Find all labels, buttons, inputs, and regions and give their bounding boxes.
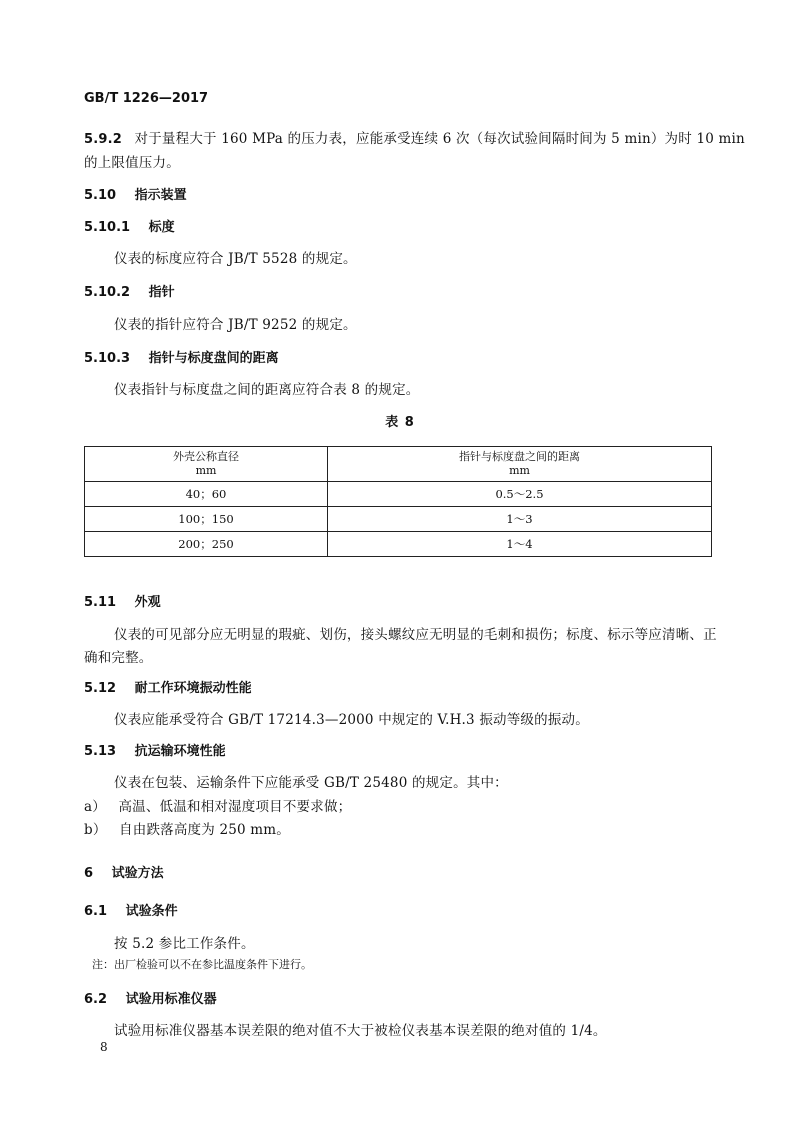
- clause-6-1-text: 按 5.2 参比工作条件。: [114, 936, 255, 952]
- table-8: [84, 446, 712, 557]
- clause-title: 标度: [148, 220, 175, 235]
- list-item: [84, 795, 351, 815]
- clause-number: 6.1: [84, 904, 108, 919]
- clause-title: 试验方法: [111, 866, 164, 881]
- clause-number: 5.12: [84, 681, 117, 696]
- table-row: [85, 532, 712, 557]
- table-cell: 1～3: [328, 507, 712, 532]
- clause-number: 5.10: [84, 188, 117, 203]
- clause-number: 5.10.2: [84, 285, 131, 300]
- clause-5-10-2-text: 仪表的指针应符合 JB/T 9252 的规定。: [114, 317, 357, 333]
- clause-text: 对于量程大于 160 MPa 的压力表，应能承受连续 6 次（每次试验间隔时间为 5 min）为时 10 min: [134, 131, 745, 147]
- clause-title: 外观: [134, 595, 161, 610]
- clause-title: 指针: [148, 285, 175, 300]
- table-cell: 200；250: [85, 532, 328, 557]
- clause-number: 5.10.1: [84, 220, 131, 235]
- list-marker: a）: [84, 799, 106, 815]
- clause-5-11-line2: 确和完整。: [84, 650, 153, 666]
- table-cell: 40；60: [85, 482, 328, 507]
- list-text: 高温、低温和相对湿度项目不要求做；: [118, 799, 352, 815]
- clause-5-13-text: 仪表在包装、运输条件下应能承受 GB/T 25480 的规定。其中：: [114, 775, 508, 791]
- list-marker: b）: [84, 822, 107, 838]
- clause-number: 5.9.2: [84, 132, 123, 147]
- list-item: [84, 818, 290, 838]
- clause-number: 5.13: [84, 744, 117, 759]
- list-text: 自由跌落高度为 250 mm。: [119, 822, 290, 838]
- clause-title: 指针与标度盘间的距离: [148, 351, 279, 366]
- table-cell: 0.5～2.5: [328, 482, 712, 507]
- clause-5-10-1-heading: [84, 216, 175, 235]
- clause-title: 指示装置: [134, 188, 187, 203]
- clause-5-12-text: 仪表应能承受符合 GB/T 17214.3—2000 中规定的 V.H.3 振动等级的振动。: [114, 712, 589, 728]
- clause-6-1-note: 注：出厂检验可以不在参比温度条件下进行。: [92, 958, 312, 971]
- clause-title: 试验条件: [125, 904, 178, 919]
- table-header-row: [85, 447, 712, 482]
- clause-5-11-line1: 仪表的可见部分应无明显的瑕疵、划伤，接头螺纹应无明显的毛刺和损伤；标度、标示等应清晰、正: [114, 627, 717, 643]
- header-cell-distance: 指针与标度盘之间的距离 mm: [328, 447, 712, 482]
- clause-5-13-heading: [84, 740, 226, 759]
- table-row: [85, 507, 712, 532]
- clause-title: 抗运输环境性能: [134, 744, 226, 759]
- clause-5-10-2-heading: [84, 281, 175, 300]
- table-cell: 1～4: [328, 532, 712, 557]
- clause-number: 5.11: [84, 595, 117, 610]
- clause-number: 6: [84, 866, 94, 881]
- table-cell: 100；150: [85, 507, 328, 532]
- header-cell-diameter: 外壳公称直径 mm: [85, 447, 328, 482]
- page-number: 8: [100, 1040, 108, 1054]
- clause-5-9-2-line1: [84, 127, 745, 147]
- clause-5-10-heading: [84, 184, 187, 203]
- clause-5-11-heading: [84, 591, 161, 610]
- clause-number: 5.10.3: [84, 351, 131, 366]
- clause-5-10-3-heading: [84, 347, 279, 366]
- clause-5-10-1-text: 仪表的标度应符合 JB/T 5528 的规定。: [114, 251, 357, 267]
- clause-6-1-heading: [84, 900, 178, 919]
- table-caption: 表 8: [385, 415, 415, 430]
- standard-id-header: GB/T 1226—2017: [84, 91, 209, 106]
- clause-5-12-heading: [84, 677, 252, 696]
- clause-6-2-heading: [84, 988, 217, 1007]
- clause-title: 试验用标准仪器: [125, 992, 217, 1007]
- clause-5-10-3-text: 仪表指针与标度盘之间的距离应符合表 8 的规定。: [114, 382, 420, 398]
- clause-title: 耐工作环境振动性能: [134, 681, 252, 696]
- clause-5-9-2-line2: 的上限值压力。: [84, 155, 180, 171]
- table-row: [85, 482, 712, 507]
- chapter-6-heading: [84, 862, 164, 881]
- clause-6-2-text: 试验用标准仪器基本误差限的绝对值不大于被检仪表基本误差限的绝对值的 1/4。: [114, 1023, 607, 1039]
- clause-number: 6.2: [84, 992, 108, 1007]
